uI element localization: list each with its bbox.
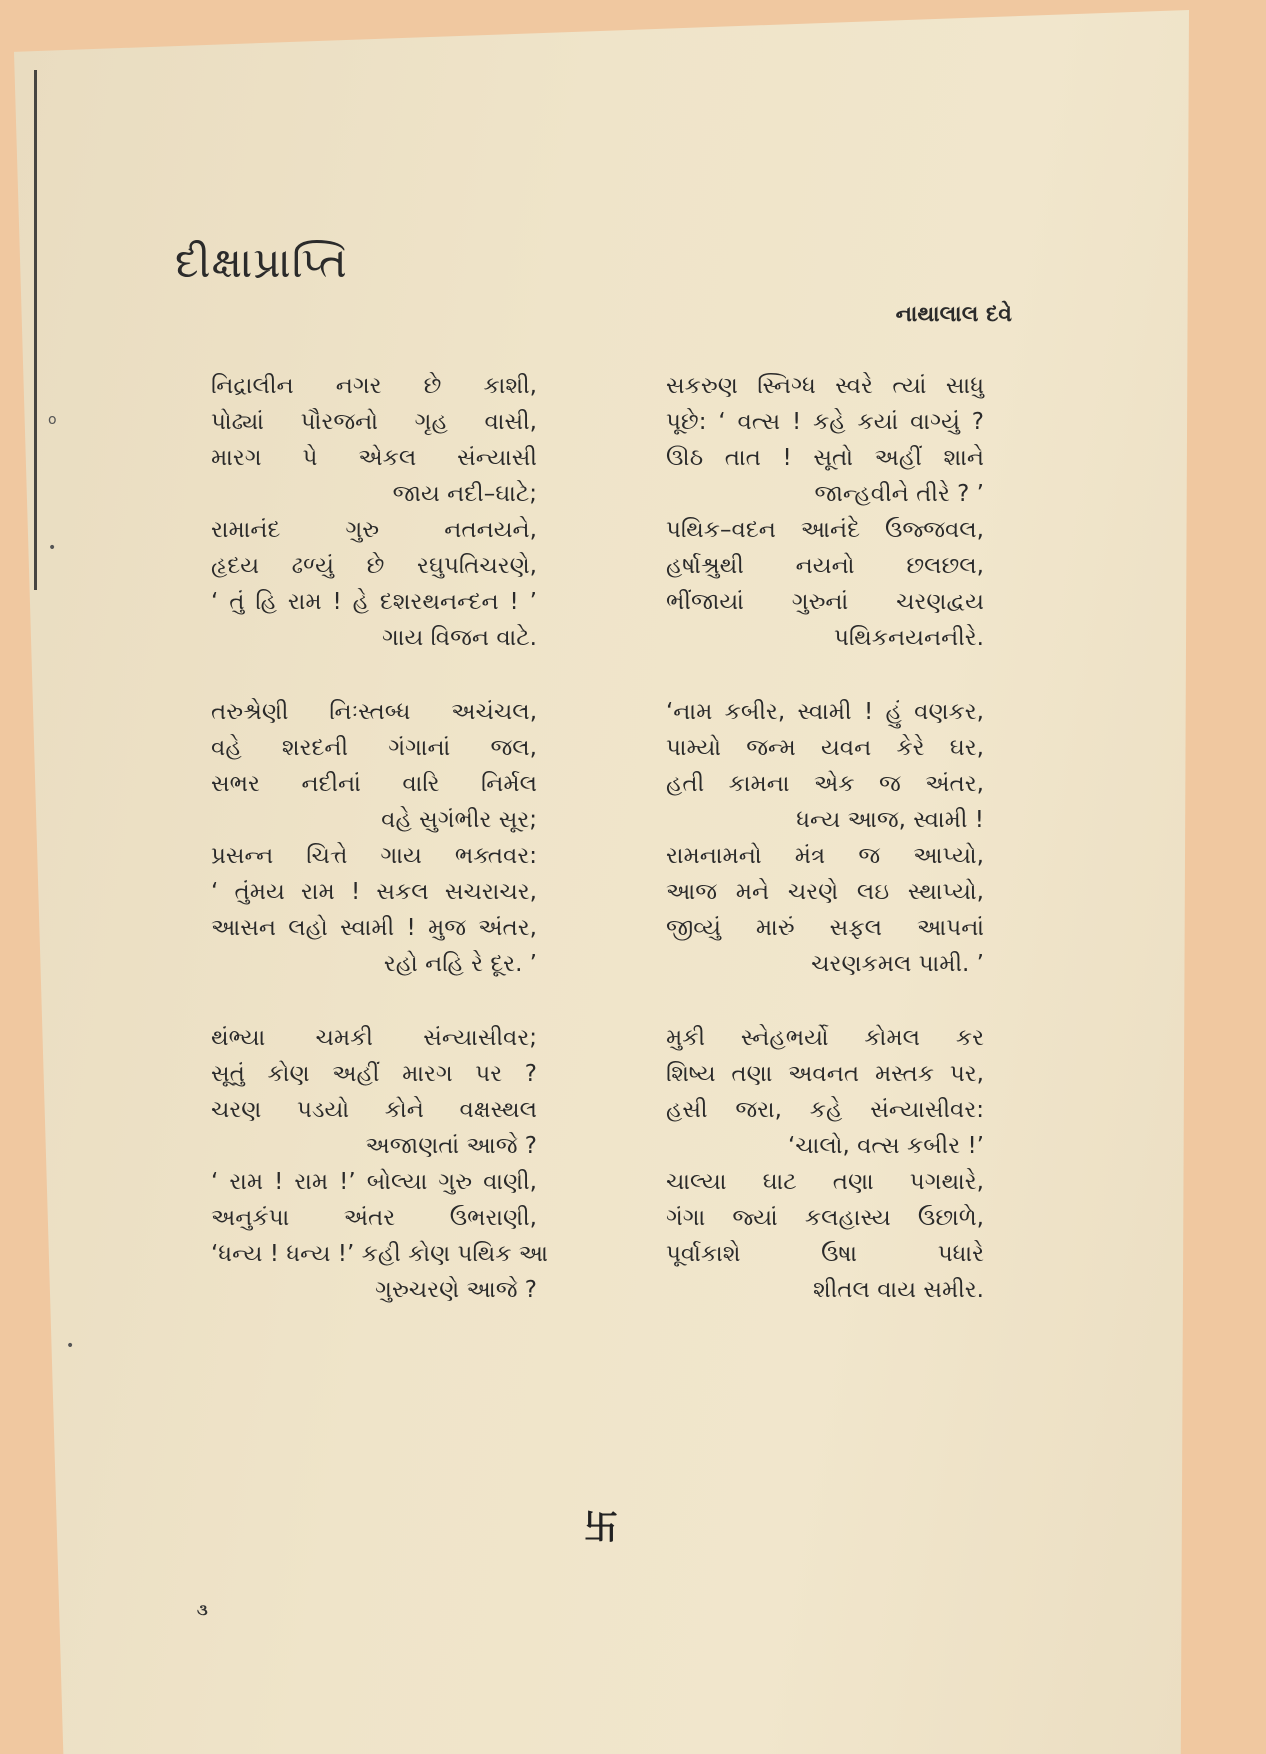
poem-line: તરુશ્રેણી નિઃસ્તબ્ધ અચંચલ, (211, 699, 537, 725)
poem-line: આસન લહો સ્વામી ! મુજ અંતર, (211, 915, 537, 941)
page-spine-edge (34, 70, 37, 590)
poem-line: વહે શરદની ગંગાનાં જલ, (211, 735, 537, 761)
poem-line: ઊઠ તાત ! સૂતો અહીં શાને (666, 445, 984, 471)
left-column (211, 368, 549, 1346)
poem-line: ચરણ પડયો કોને વક્ષસ્થલ (211, 1097, 537, 1123)
poem-stanza (211, 1020, 549, 1308)
poem-line: શીતલ વાય સમીર. (812, 1277, 984, 1303)
poem-title: દીક્ષાપ્રાપ્તિ (175, 238, 348, 287)
poem-line: સૂતું કોણ અહીં મારગ પર ? (211, 1061, 537, 1087)
poem-line: અનુકંપા અંતર ઉભરાણી, (211, 1205, 537, 1231)
poem-line: રામાનંદ ગુરુ નતનયને, (211, 517, 537, 543)
poem-line: ભીંજાયાં ગુરુનાં ચરણદ્વય (666, 589, 984, 615)
poem-line: પ્રસન્ન ચિત્તે ગાય ભક્તવર: (211, 843, 537, 869)
poem-line: પૂછે: ‘ વત્સ ! કહે કયાં વાગ્યું ? (666, 409, 984, 435)
poem-line: ‘ તુંમય રામ ! સકલ સચરાચર, (211, 879, 537, 905)
poem-line: સભર નદીનાં વારિ નિર્મલ (211, 771, 537, 797)
poem-line: પોઢ્યાં પૌરજનો ગૃહ વાસી, (211, 409, 537, 435)
poem-line: ‘ તું હિ રામ ! હે દશરથનન્દન ! ’ (211, 589, 537, 615)
poem-line: રામનામનો મંત્ર જ આપ્યો, (666, 843, 984, 869)
poem-line: અજાણતાં આજે ? (365, 1133, 537, 1159)
poem-line: જાય નદી–ઘાટે; (392, 481, 537, 507)
poem-line: પૂર્વાકાશે ઉષા પધારે (666, 1241, 984, 1267)
poem-line: પામ્યો જન્મ યવન કેરે ઘર, (666, 735, 984, 761)
poem-line: સકરુણ સ્નિગ્ધ સ્વરે ત્યાં સાધુ (666, 373, 984, 399)
poem-line: ધન્ય આજ, સ્વામી ! (796, 807, 984, 833)
poem-stanza (666, 368, 984, 656)
poem-stanza (666, 694, 984, 982)
poem-line: પથિક–વદન આનંદે ઉજ્જવલ, (666, 517, 984, 543)
poem-line: જીવ્યું મારું સફલ આપનાં (666, 915, 984, 941)
poem-stanza (211, 694, 537, 982)
poem-line: વહે સુગંભીર સૂર; (381, 807, 537, 833)
poem-line: ગંગા જ્યાં કલહાસ્ય ઉછાળે, (666, 1205, 984, 1231)
poem-line: શિષ્ય તણા અવનત મસ્તક પર, (666, 1061, 984, 1087)
poem-author: નાથાલાલ દવે (895, 302, 1012, 327)
poem-line: ચરણકમલ પામી. ’ (811, 951, 984, 977)
poem-stanza (666, 1020, 984, 1308)
poem-line: થંભ્યા ચમકી સંન્યાસીવર; (211, 1025, 537, 1051)
poem-line: હૃદય ઢળ્યું છે રઘુપતિચરણે, (211, 553, 537, 579)
poem-line: ‘નામ કબીર, સ્વામી ! હું વણકર, (666, 699, 984, 725)
poem-line: ચાલ્યા ઘાટ તણા પગથારે, (666, 1169, 984, 1195)
poem-line: ‘ રામ ! રામ !’ બોલ્યા ગુરુ વાણી, (211, 1169, 537, 1195)
poem-line: રહો નહિ રે દૂર. ’ (383, 951, 537, 977)
poem-line: આજ મને ચરણે લઇ સ્થાપ્યો, (666, 879, 984, 905)
margin-mark: • (48, 540, 57, 556)
poem-line: નિદ્રાલીન નગર છે કાશી, (211, 373, 537, 399)
poem-line: પથિકનયનનીરે. (833, 625, 984, 651)
poem-line: મારગ પે એકલ સંન્યાસી (211, 445, 537, 471)
margin-mark: • (66, 1338, 75, 1354)
margin-mark: o (48, 412, 57, 428)
poem-line: ‘ચાલો, વત્સ કબીર !’ (787, 1133, 984, 1159)
poem-line: ગુરુચરણે આજે ? (375, 1277, 537, 1303)
page-number: ૩ (197, 1600, 208, 1619)
ornament-symbol: 卐 (584, 1508, 618, 1548)
poem-line: હતી કામના એક જ અંતર, (666, 771, 984, 797)
poem-stanza (211, 368, 537, 656)
right-column (666, 368, 984, 1346)
poem-line: હર્ષાશ્રુથી નયનો છલછલ, (666, 553, 984, 579)
poem-line: હસી જરા, કહે સંન્યાસીવર: (666, 1097, 984, 1123)
poem-line: ગાય વિજન વાટે. (382, 625, 537, 651)
poem-line: ‘ધન્ય ! ધન્ય !’ કહી કોણ પથિક આ (211, 1241, 549, 1267)
poem-line: જાન્હવીને તીરે ? ’ (814, 481, 984, 507)
poem-line: મુકી સ્નેહભર્યો કોમલ કર (666, 1025, 984, 1051)
